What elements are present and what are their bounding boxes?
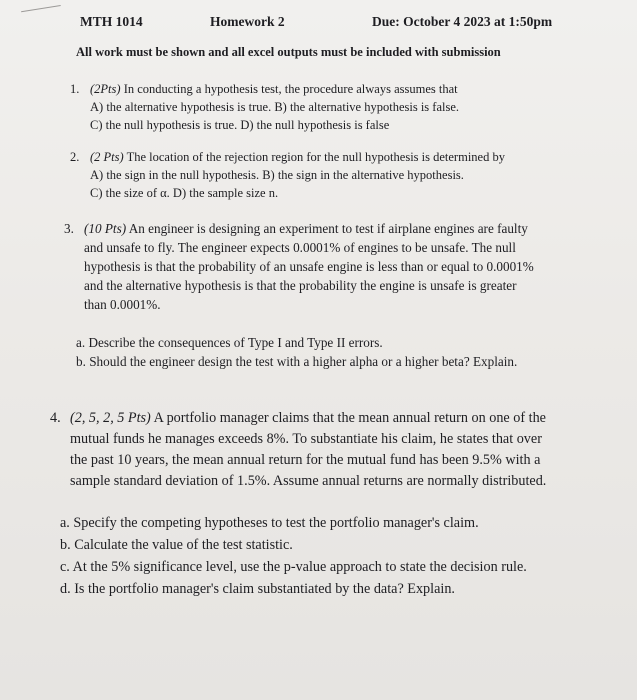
question-part: c. At the 5% significance level, use the p-value approach to state the decision rule. bbox=[60, 559, 527, 575]
page-fold-mark bbox=[21, 5, 63, 26]
question-number: 2. bbox=[70, 150, 80, 164]
due-date: Due: October 4 2023 at 1:50pm bbox=[372, 14, 553, 29]
question-points: (2 Pts) bbox=[90, 150, 124, 164]
question-text-line: A) the alternative hypothesis is true. B) the alternative hypothesis is false. bbox=[90, 100, 460, 114]
question-text-line: (2Pts) In conducting a hypothesis test, the procedure always assumes that bbox=[90, 82, 458, 96]
question-number: 3. bbox=[64, 221, 74, 236]
question-number: 1. bbox=[70, 82, 80, 96]
question-text-line: and unsafe to fly. The engineer expects 0.0001% of engines to be unsafe. The null bbox=[84, 240, 516, 255]
submission-instructions: All work must be shown and all excel outputs must be included with submission bbox=[76, 45, 501, 59]
question-text-line: C) the null hypothesis is true. D) the null hypothesis is false bbox=[90, 118, 390, 132]
question-text-line: A) the sign in the null hypothesis. B) the sign in the alternative hypothesis. bbox=[90, 168, 464, 182]
question-number: 4. bbox=[50, 410, 61, 426]
question-points: (2Pts) bbox=[90, 82, 121, 96]
question-2 bbox=[70, 148, 580, 202]
question-part: a. Describe the consequences of Type I and Type II errors. bbox=[76, 335, 383, 350]
question-part: b. Calculate the value of the test statistic. bbox=[60, 537, 293, 553]
question-4 bbox=[50, 408, 610, 492]
question-4-parts bbox=[60, 512, 527, 600]
question-text-line: sample standard deviation of 1.5%. Assume annual returns are normally distributed. bbox=[70, 473, 547, 489]
question-text-line: hypothesis is that the probability of an unsafe engine is less than or equal to 0.0001% bbox=[84, 259, 534, 274]
question-text-line: C) the size of α. D) the sample size n. bbox=[90, 186, 279, 200]
question-points: (10 Pts) bbox=[84, 221, 127, 236]
question-text-line: (2, 5, 2, 5 Pts) A portfolio manager claims that the mean annual return on one of the bbox=[70, 410, 546, 426]
question-text-line: than 0.0001%. bbox=[84, 297, 161, 312]
question-part: d. Is the portfolio manager's claim substantiated by the data? Explain. bbox=[60, 581, 455, 597]
question-part: b. Should the engineer design the test with a higher alpha or a higher beta? Explain. bbox=[76, 354, 518, 369]
question-3 bbox=[64, 219, 604, 314]
question-1 bbox=[70, 80, 550, 134]
question-text-line: mutual funds he manages exceeds 8%. To substantiate his claim, he states that over bbox=[70, 431, 542, 447]
question-points: (2, 5, 2, 5 Pts) bbox=[70, 410, 151, 426]
question-part: a. Specify the competing hypotheses to test the portfolio manager's claim. bbox=[60, 515, 479, 531]
course-code: MTH 1014 bbox=[80, 14, 143, 29]
question-text-line: the past 10 years, the mean annual return for the mutual fund has been 9.5% with a bbox=[70, 452, 541, 468]
question-text-line: (10 Pts) An engineer is designing an experiment to test if airplane engines are faulty bbox=[84, 221, 528, 236]
assignment-title: Homework 2 bbox=[210, 14, 285, 29]
question-text-line: and the alternative hypothesis is that the probability the engine is unsafe is greater bbox=[84, 278, 517, 293]
question-3-parts bbox=[76, 333, 517, 371]
question-text-line: (2 Pts) The location of the rejection region for the null hypothesis is determined by bbox=[90, 150, 505, 164]
